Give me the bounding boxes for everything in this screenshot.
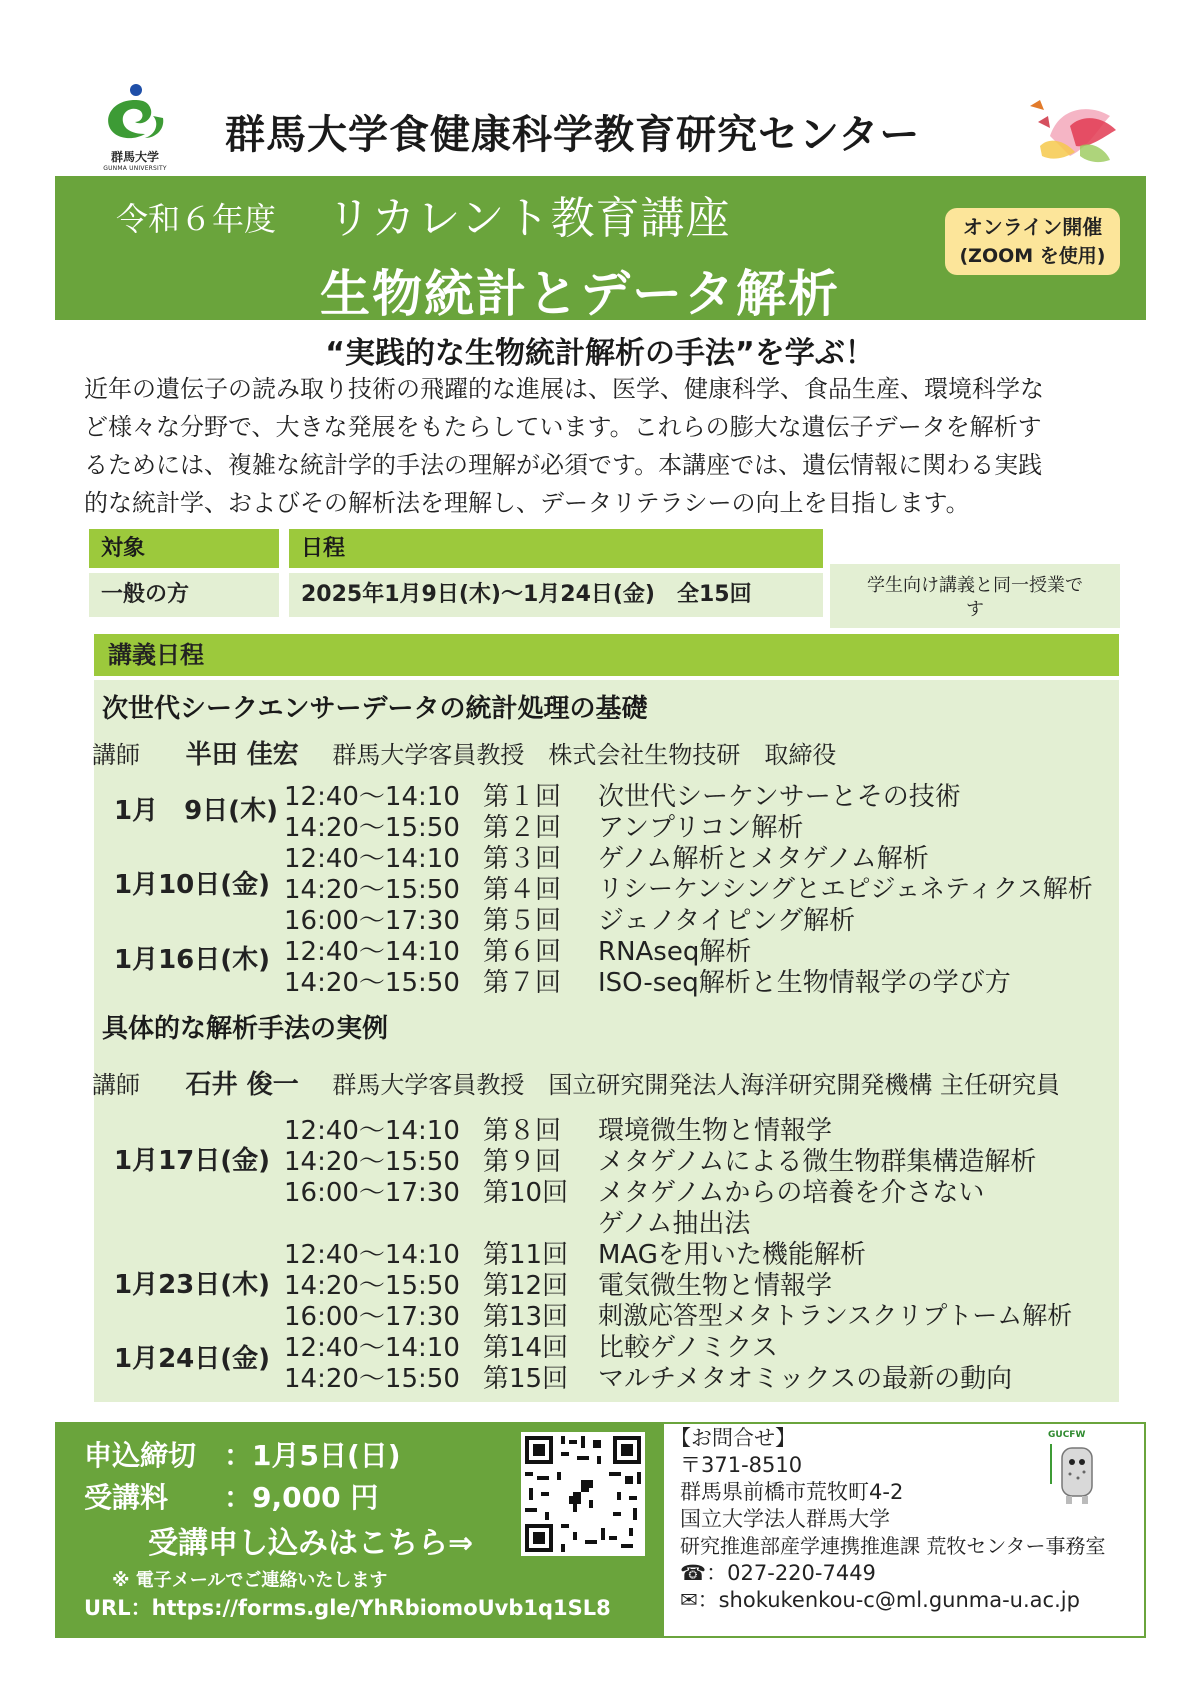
email-note: ※ 電子メールでご連絡いたします	[112, 1570, 388, 1591]
lecture-date: 1月16日(木)	[114, 945, 271, 975]
fee-value: ：9,000 円	[224, 1481, 379, 1514]
mascot	[1048, 1430, 1104, 1512]
colorful-emblem-icon	[1020, 86, 1125, 178]
lecturer-label: 講師	[92, 1071, 140, 1099]
lecture-time: 14:20～15:50	[284, 1364, 460, 1394]
lecturer-affiliation: 群馬大学客員教授 国立研究開発法人海洋研究開発機構 主任研究員	[332, 1071, 1060, 1099]
lecture-time: 14:20～15:50	[284, 968, 460, 998]
fee-label: 受講料	[84, 1481, 169, 1514]
mascot-icon	[1048, 1440, 1104, 1510]
course-title: 生物統計とデータ解析	[320, 265, 840, 323]
qr-code[interactable]	[521, 1432, 645, 1556]
fiscal-year: 令和６年度	[116, 200, 277, 238]
postal-code: 〒371-8510	[680, 1453, 803, 1477]
lecture-topic: 環境微生物と情報学	[598, 1116, 833, 1146]
lecture-topic: アンプリコン解析	[598, 813, 804, 843]
lecture-number: 第２回	[483, 813, 562, 843]
lecture-topic: メタゲノムによる微生物群集構造解析	[598, 1147, 1037, 1177]
lecture-topic: ジェノタイピング解析	[598, 906, 856, 936]
department: 研究推進部産学連携推進課 荒牧センター事務室	[680, 1534, 1106, 1558]
lecture-date: 1月10日(金)	[114, 870, 271, 900]
lecture-number: 第15回	[483, 1364, 569, 1394]
schedule-header: 日程	[289, 529, 823, 568]
lecture-topic: RNAseq解析	[598, 937, 752, 967]
university-logo-icon	[95, 82, 175, 144]
intro-paragraph	[84, 370, 1144, 522]
lecturer-label: 講師	[92, 741, 140, 769]
target-value: 一般の方	[89, 573, 279, 617]
lecture-topic: 刺激応答型メタトランスクリプトーム解析	[598, 1301, 1073, 1330]
lecturer-line	[92, 734, 1132, 771]
lecture-date: 1月17日(金)	[114, 1146, 271, 1176]
contact-title: 【お問合せ】	[670, 1426, 796, 1450]
lecture-number: 第10回	[483, 1178, 569, 1208]
student-note-line1: 学生向け講義と同一授業で	[867, 575, 1083, 596]
section-title: 次世代シークエンサーデータの統計処理の基礎	[102, 694, 648, 724]
lecture-topic: MAGを用いた機能解析	[598, 1240, 866, 1270]
lecture-time: 16:00～17:30	[284, 906, 460, 936]
application-url[interactable]: URL：https://forms.gle/YhRbiomoUvb1q1SL8	[84, 1596, 611, 1620]
lecture-number: 第13回	[483, 1302, 569, 1332]
lecture-number: 第４回	[483, 875, 562, 905]
lecture-time: 12:40～14:10	[284, 844, 460, 874]
lecturer-name: 半田 佳宏	[185, 740, 299, 770]
intro-line: るためには、複雑な統計学的手法の理解が必須です。本講座では、遺伝情報に関わる実践	[84, 451, 1043, 479]
lecture-time: 12:40～14:10	[284, 937, 460, 967]
intro-line: 的な統計学、およびその解析法を理解し、データリテラシーの向上を目指します。	[84, 489, 970, 517]
lecture-topic: ISO-seq解析と生物情報学の学び方	[598, 968, 1011, 998]
online-badge	[945, 208, 1120, 275]
lecture-time: 14:20～15:50	[284, 1147, 460, 1177]
qr-code-icon	[521, 1432, 645, 1556]
schedule-section-header: 講義日程	[94, 634, 1119, 676]
lecture-number: 第14回	[483, 1333, 569, 1363]
lecture-number: 第３回	[483, 844, 562, 874]
lecture-time: 12:40～14:10	[284, 1116, 460, 1146]
university-logo	[95, 82, 175, 174]
lecture-time: 14:20～15:50	[284, 875, 460, 905]
decorative-emblem	[1020, 86, 1125, 178]
email-address[interactable]: ✉：shokukenkou-c@ml.gunma-u.ac.jp	[680, 1588, 1080, 1612]
lecture-time: 14:20～15:50	[284, 1271, 460, 1301]
online-badge-line2: (ZOOM を使用)	[959, 245, 1106, 267]
lecturer-affiliation: 群馬大学客員教授 株式会社生物技研 取締役	[332, 741, 837, 769]
lecture-topic: 次世代シーケンサーとその技術	[598, 782, 961, 812]
lecture-topic: マルチメタオミックスの最新の動向	[598, 1364, 1013, 1394]
logo-caption: 群馬大学	[110, 150, 159, 164]
apply-link-text[interactable]: 受講申し込みはこちら⇒	[148, 1526, 474, 1561]
lecture-number: 第７回	[483, 968, 562, 998]
mascot-tag: GUCFW	[1048, 1430, 1086, 1440]
lecture-number: 第11回	[483, 1240, 569, 1270]
lecture-date: 1月24日(金)	[114, 1344, 271, 1374]
logo-subcaption: GUNMA UNIVERSITY	[103, 165, 167, 172]
lecture-number: 第６回	[483, 937, 562, 967]
target-header: 対象	[89, 529, 279, 568]
lecture-time: 16:00～17:30	[284, 1302, 460, 1332]
lecture-number: 第１回	[483, 782, 562, 812]
lecture-time: 12:40～14:10	[284, 1333, 460, 1363]
lecture-topic: 電気微生物と情報学	[598, 1271, 833, 1301]
lecture-topic: 比較ゲノミクス	[598, 1333, 778, 1363]
lecture-number: 第９回	[483, 1147, 562, 1177]
section-title: 具体的な解析手法の実例	[102, 1014, 389, 1044]
deadline-value: ：1月5日(日)	[224, 1439, 401, 1472]
lecture-time: 12:40～14:10	[284, 782, 460, 812]
lecturer-line	[92, 1064, 1152, 1101]
deadline-label: 申込締切	[84, 1439, 197, 1472]
intro-line: ど様々な分野で、大きな発展をもたらしています。これらの膨大な遺伝子データを解析す	[84, 413, 1042, 441]
phone-number[interactable]: ☎：027-220-7449	[680, 1561, 876, 1585]
lecture-topic: リシーケンシングとエピジェネティクス解析	[598, 874, 1093, 903]
lecture-number: 第８回	[483, 1116, 562, 1146]
organization: 国立大学法人群馬大学	[680, 1507, 890, 1531]
lecture-topic: ゲノム抽出法	[598, 1209, 751, 1239]
lecture-time: 14:20～15:50	[284, 813, 460, 843]
online-badge-line1: オンライン開催	[962, 215, 1103, 239]
lecture-time: 12:40～14:10	[284, 1240, 460, 1270]
lecture-time: 16:00～17:30	[284, 1178, 460, 1208]
address: 群馬県前橋市荒牧町4-2	[680, 1480, 904, 1504]
schedule-value: 2025年1月9日(木)～1月24日(金) 全15回	[289, 573, 823, 617]
course-type: リカレント教育講座	[327, 193, 731, 244]
lecture-topic: メタゲノムからの培養を介さない	[598, 1178, 985, 1208]
lecture-date: 1月23日(木)	[114, 1270, 271, 1300]
intro-line: 近年の遺伝子の読み取り技術の飛躍的な進展は、医学、健康科学、食品生産、環境科学な	[84, 375, 1044, 403]
tagline: “実践的な生物統計解析の手法”を学ぶ！	[325, 336, 875, 371]
lecture-number: 第５回	[483, 906, 562, 936]
lecture-date: 1月 9日(木)	[114, 796, 278, 826]
student-note-line2: す	[966, 599, 984, 620]
center-name: 群馬大学食健康科学教育研究センター	[225, 112, 921, 158]
lecturer-name: 石井 俊一	[185, 1070, 299, 1100]
lecture-number: 第12回	[483, 1271, 569, 1301]
lecture-topic: ゲノム解析とメタゲノム解析	[598, 844, 929, 874]
student-note	[830, 564, 1120, 628]
